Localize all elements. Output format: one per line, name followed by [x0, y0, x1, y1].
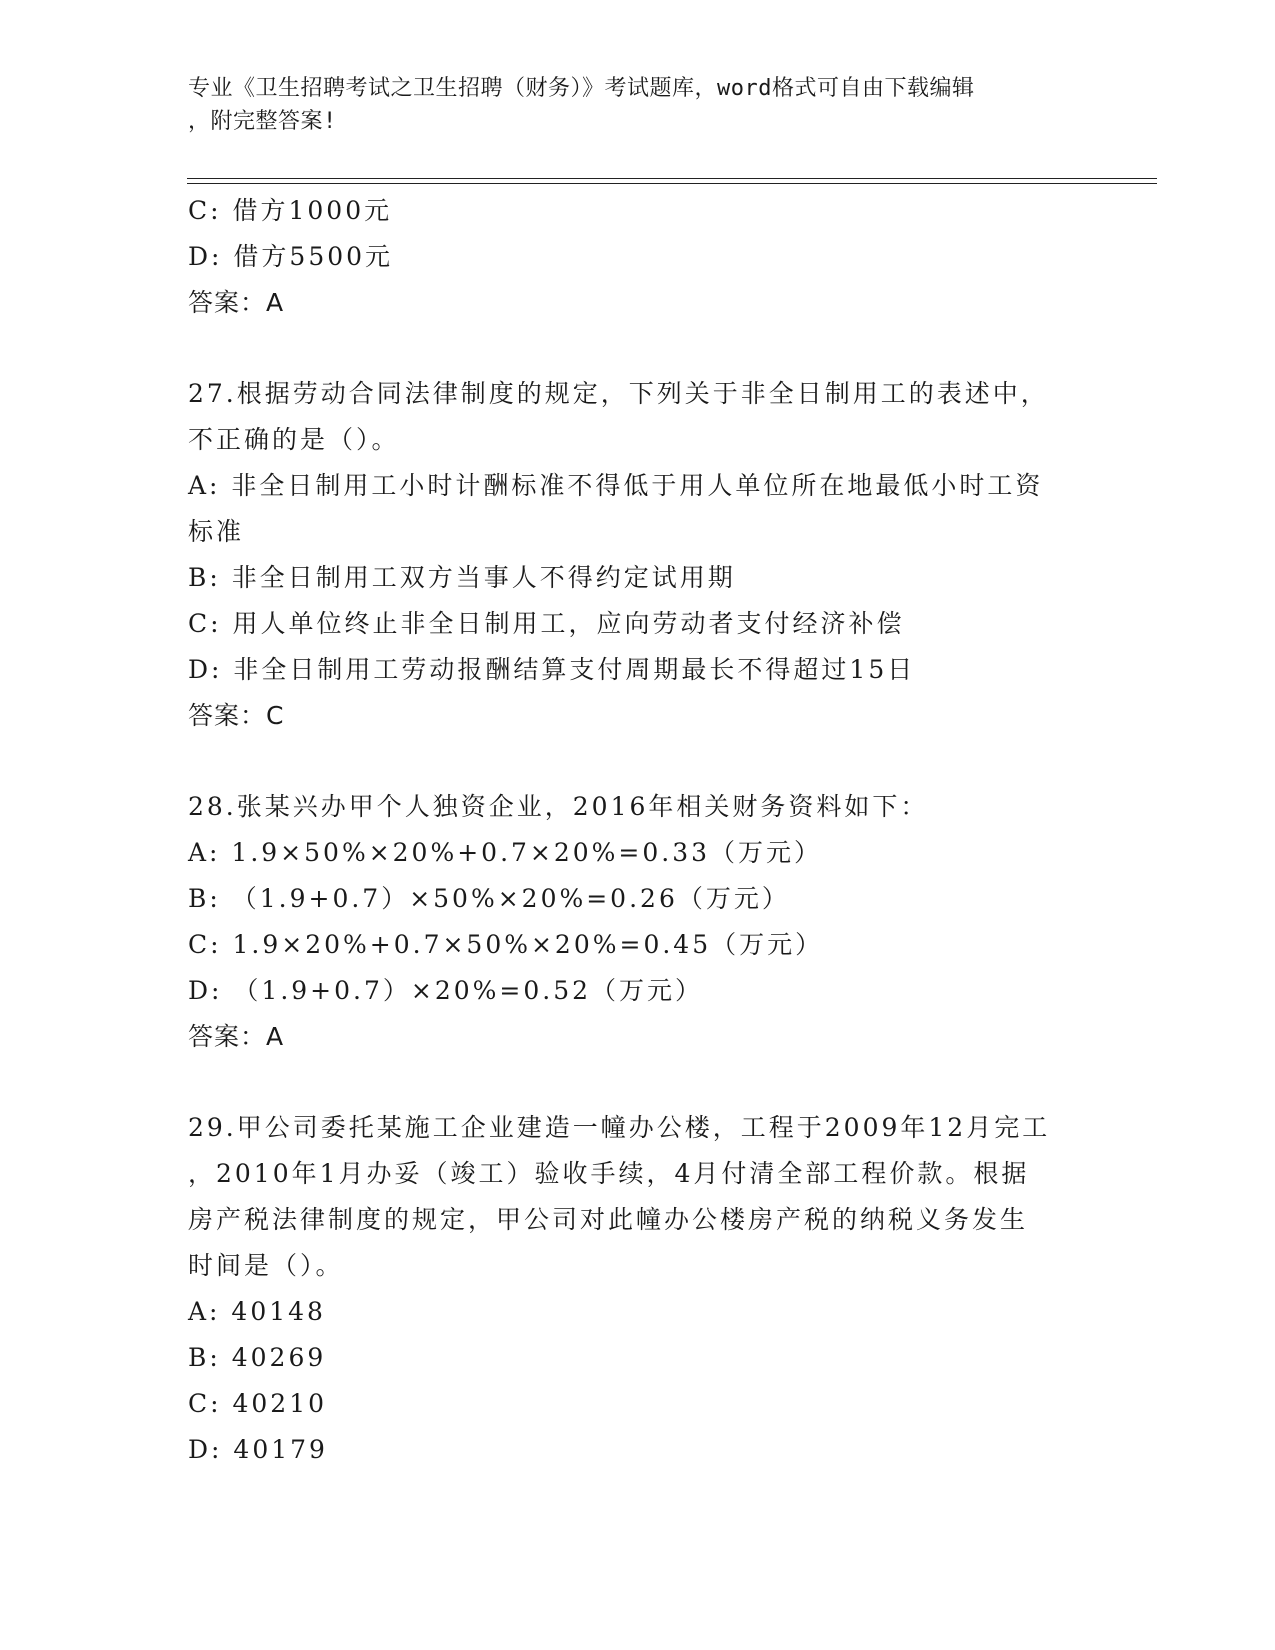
page-header: [188, 72, 1068, 138]
spacer: [188, 739, 1088, 784]
question-stem-cont: 不正确的是（）。: [188, 425, 400, 454]
option-d: D: 40179: [188, 1435, 328, 1464]
option-c: C: 40210: [188, 1389, 328, 1418]
header-line-2: ，附完整答案!: [188, 109, 337, 134]
option-a-cont: 标准: [188, 517, 245, 546]
spacer: [188, 326, 1088, 371]
question-stem-cont: ，2010年1月办妥（竣工）验收手续，4月付清全部工程价款。根据: [188, 1159, 1030, 1188]
option-c: C: 用人单位终止非全日制用工，应向劳动者支付经济补偿: [188, 609, 905, 638]
question-stem: 29.甲公司委托某施工企业建造一幢办公楼，工程于2009年12月完工: [188, 1113, 1051, 1142]
question-stem-cont: 时间是（）。: [188, 1251, 344, 1280]
option-a: A: 1.9×50%×20%+0.7×20%=0.33（万元）: [188, 838, 823, 867]
question-stem-cont: 房产税法律制度的规定，甲公司对此幢办公楼房产税的纳税义务发生: [188, 1205, 1029, 1234]
option-b: B: 非全日制用工双方当事人不得约定试用期: [188, 563, 736, 592]
question-29: [188, 1105, 1088, 1473]
option-b: B: （1.9+0.7）×50%×20%=0.26（万元）: [188, 884, 790, 913]
option-a: A: 40148: [188, 1297, 326, 1326]
header-line-1: 专业《卫生招聘考试之卫生招聘（财务）》考试题库，word格式可自由下载编辑: [188, 76, 975, 101]
answer: 答案：A: [188, 1022, 285, 1051]
option-a: A: 非全日制用工小时计酬标准不得低于用人单位所在地最低小时工资: [188, 471, 1044, 500]
option-d: D: 借方5500元: [188, 242, 394, 271]
option-d: D: （1.9+0.7）×20%=0.52（万元）: [188, 976, 704, 1005]
header-rule-top: [187, 178, 1157, 179]
question-stem: 27.根据劳动合同法律制度的规定，下列关于非全日制用工的表述中，: [188, 379, 1049, 408]
option-d: D: 非全日制用工劳动报酬结算支付周期最长不得超过15日: [188, 655, 916, 684]
question-stem: 28.张某兴办甲个人独资企业，2016年相关财务资料如下：: [188, 792, 929, 821]
option-c: C: 借方1000元: [188, 196, 393, 225]
spacer: [188, 1060, 1088, 1105]
header-rule-bottom: [187, 183, 1157, 184]
question-prev: [188, 188, 1088, 326]
question-27: [188, 371, 1088, 739]
question-28: [188, 784, 1088, 1060]
option-c: C: 1.9×20%+0.7×50%×20%=0.45（万元）: [188, 930, 824, 959]
answer: 答案：C: [188, 701, 285, 730]
answer: 答案：A: [188, 288, 285, 317]
option-b: B: 40269: [188, 1343, 327, 1372]
question-list: [188, 188, 1088, 1473]
